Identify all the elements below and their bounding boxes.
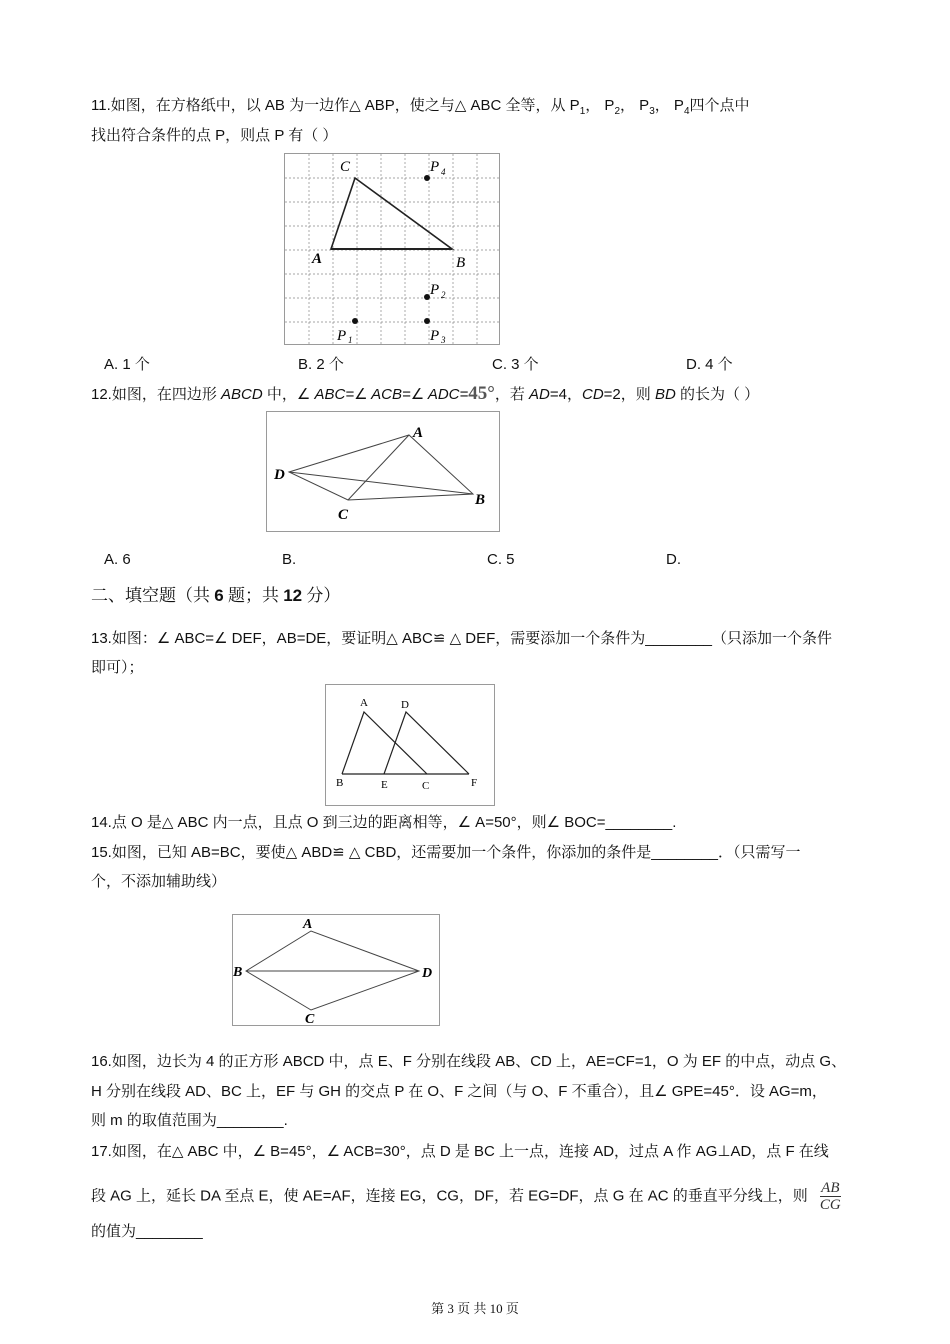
label-e: E: [381, 779, 388, 791]
diagonal-bd: [289, 472, 473, 494]
point-p1: [352, 318, 358, 324]
label-b: B: [336, 777, 344, 789]
label-p2: P: [430, 282, 440, 298]
label-d: D: [401, 699, 409, 711]
degree-45: 45°: [468, 383, 495, 404]
section-2-title: 二、填空题（共 6 题；共 12 分）: [91, 586, 341, 605]
q12-option-a: A. 6: [104, 551, 131, 568]
label-c: C: [422, 780, 430, 792]
q17-line-2: 段 AG 上，延长 DA 至点 E，使 AE=AF，连接 EG，CG，DF，若 EG=DF，点 G 在 AC 的垂直平分线上，则 $\frac{AB}{CG}$: [91, 1180, 841, 1213]
q11-option-c: C. 3 个: [492, 356, 539, 373]
q16-line-1: 16.如图，边长为 4 的正方形 ABCD 中，点 E、F 分别在线段 AB、CD 上，AE=CF=1，O 为 EF 的中点，动点 G、: [91, 1053, 847, 1070]
fraction-ab-over-cg: $\frac{AB}{CG}$: [819, 1180, 841, 1213]
q17-line-1: 17.如图，在△ ABC 中，∠ B=45°，∠ ACB=30°，点 D 是 BC 上一点，连接 AD，过点 A 作 AG⊥AD，点 F 在线: [91, 1143, 829, 1160]
label-p4: P: [430, 159, 440, 175]
q16-line-2: H 分别在线段 AD、BC 上，EF 与 GH 的交点 P 在 O、F 之间（与 O、F 不重合），且∠ GPE=45°．设 AG=m，: [91, 1083, 827, 1100]
q15-line-1: 15.如图，已知 AB=BC，要使△ ABD≌ △ CBD，还需要加一个条件，你添加的条件是________．（只需写一: [91, 844, 801, 861]
q11-option-b: B. 2 个: [298, 356, 344, 373]
q13-line-1: 13.如图：∠ ABC=∠ DEF，AB=DE，要证明△ ABC≌ △ DEF，需要添加一个条件为________（只添加一个条件: [91, 630, 833, 647]
q13-triangles-figure: [325, 684, 495, 806]
label-a: A: [360, 697, 368, 709]
label-b: B: [233, 965, 243, 980]
label-c: C: [338, 507, 349, 523]
q11-option-d: D. 4 个: [686, 356, 733, 373]
label-d: D: [422, 966, 433, 981]
q17-line-3: 的值为________: [91, 1223, 203, 1240]
label-a: A: [413, 425, 424, 441]
label-d: D: [274, 467, 285, 483]
point-p3: [424, 318, 430, 324]
q15-line-2: 个，不添加辅助线）: [91, 873, 227, 890]
q12-option-b: B.: [282, 551, 297, 568]
label-a: A: [303, 917, 313, 932]
label-p3-sub: 3: [441, 335, 446, 345]
triangle-def: [384, 712, 469, 774]
label-p1: P: [337, 328, 347, 344]
q12-option-c: C. 5: [487, 551, 515, 568]
label-b: B: [456, 255, 466, 271]
q13-line-2: 即可）；: [91, 659, 144, 676]
label-a: A: [312, 251, 323, 267]
label-p3: P: [430, 328, 440, 344]
triangle-abc: [342, 712, 427, 774]
q11-grid-figure: [284, 153, 500, 345]
q14-line-1: 14.点 O 是△ ABC 内一点，且点 O 到三边的距离相等，∠ A=50°，则∠ BOC=________.: [91, 814, 677, 831]
label-p2-sub: 2: [441, 290, 446, 300]
q12-quadrilateral-figure: [266, 411, 500, 532]
label-p4-sub: 4: [441, 167, 446, 177]
point-p4: [424, 175, 430, 181]
total-pages: 10: [489, 1301, 503, 1316]
q11-line-1: 11.如图，在方格纸中，以 AB 为一边作△ ABP，使之与△ ABC 全等，从 $P_1$， $P_2$， $P_3$， $P_4$四个点中: [91, 97, 750, 117]
q12-option-d: D.: [666, 551, 681, 568]
q15-kite-figure: [232, 914, 440, 1026]
q16-line-3: 则 m 的取值范围为________.: [91, 1112, 288, 1129]
label-f: F: [471, 777, 478, 789]
label-c: C: [305, 1012, 315, 1026]
current-page: 3: [447, 1301, 454, 1316]
label-p1-sub: 1: [348, 335, 353, 345]
page-footer: 第 3 页 共 10 页: [431, 1301, 519, 1316]
q11-option-a: A. 1 个: [104, 356, 150, 373]
label-c: C: [340, 159, 351, 175]
label-b: B: [475, 492, 486, 508]
triangle-abc: [331, 178, 452, 249]
q12-line-1: 12.如图，在四边形 ABCD 中，∠ ABC=∠ ACB=∠ ADC=45°，若 AD=4，CD=2，则 BD 的长为（ ）: [91, 383, 760, 404]
q11-line-2: 找出符合条件的点 P，则点 P 有（ ）: [91, 127, 338, 144]
